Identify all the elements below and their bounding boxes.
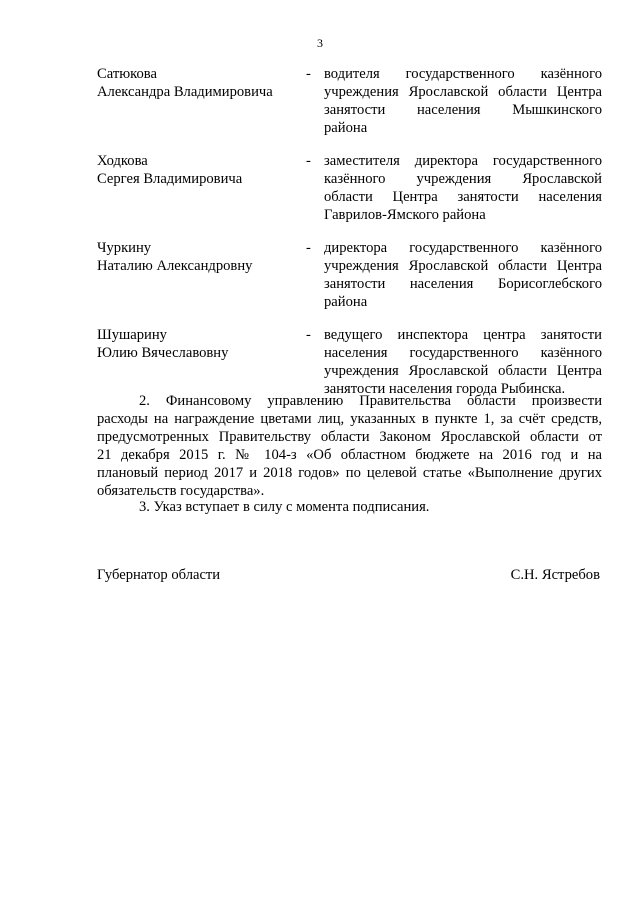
awardee-position-line: занятости населения города Рыбинска. [324,381,566,397]
awardee-dash: - [306,153,311,169]
awardee-surname: Чуркину [97,240,152,256]
awardee-list [97,66,602,414]
awardee-surname: Шушарину [97,327,167,343]
awardee-position-line: района [324,120,368,136]
awardee-position-line: учреждения Ярославской области Центра [324,84,602,100]
clause-line: предусмотренных Правительству области Законом Ярославской области от [97,429,602,445]
awardee-position-line: района [324,294,368,310]
awardee-entry [97,240,602,327]
awardee-name [97,66,297,102]
awardee-position-line: казённого учреждения Ярославской [324,171,602,187]
awardee-dash: - [306,240,311,256]
clause-line: 3. Указ вступает в силу с момента подписания. [139,499,430,515]
awardee-position [324,240,602,312]
awardee-position-line: занятости населения Борисоглебского [324,276,602,292]
awardee-position [324,327,602,399]
awardee-given-names: Сергея Владимировича [97,171,243,187]
awardee-position-line: директора государственного казённого [324,240,602,256]
awardee-dash: - [306,327,311,343]
clause-line: обязательств государства». [97,483,265,499]
awardee-entry [97,153,602,240]
signatory-title: Губернатор области [97,567,221,583]
clause-3-paragraph [97,499,602,517]
awardee-position-line: области Центра занятости населения [324,189,602,205]
awardee-surname: Ходкова [97,153,148,169]
awardee-name [97,327,297,363]
signatory-name: С.Н. Ястребов [510,567,600,583]
signature-block [97,567,600,585]
awardee-dash: - [306,66,311,82]
awardee-name [97,240,297,276]
awardee-surname: Сатюкова [97,66,157,82]
awardee-position-line: занятости населения Мышкинского [324,102,602,118]
awardee-name [97,153,297,189]
awardee-entry [97,66,602,153]
awardee-position-line: учреждения Ярославской области Центра [324,258,602,274]
awardee-given-names: Александра Владимировича [97,84,273,100]
awardee-position-line: населения государственного казённого [324,345,602,361]
awardee-position-line: Гаврилов-Ямского района [324,207,486,223]
awardee-position-line: заместителя директора государственного [324,153,602,169]
awardee-given-names: Юлию Вячеславовну [97,345,229,361]
clause-line: 2. Финансовому управлению Правительства области произвести [139,393,602,409]
clause-line: плановый период 2017 и 2018 годов» по целевой статье «Выполнение других [97,465,602,481]
page-number: 3 [317,36,323,50]
clause-line: 21 декабря 2015 г. № 104-з «Об областном бюджете на 2016 год и на [97,447,602,463]
awardee-position-line: водителя государственного казённого [324,66,602,82]
awardee-position-line: ведущего инспектора центра занятости [324,327,602,343]
awardee-position [324,66,602,138]
clause-line: расходы на награждение цветами лиц, указанных в пункте 1, за счёт средств, [97,411,602,427]
awardee-position-line: учреждения Ярославской области Центра [324,363,602,379]
awardee-position [324,153,602,225]
clause-2-paragraph [97,393,602,501]
awardee-given-names: Наталию Александровну [97,258,253,274]
